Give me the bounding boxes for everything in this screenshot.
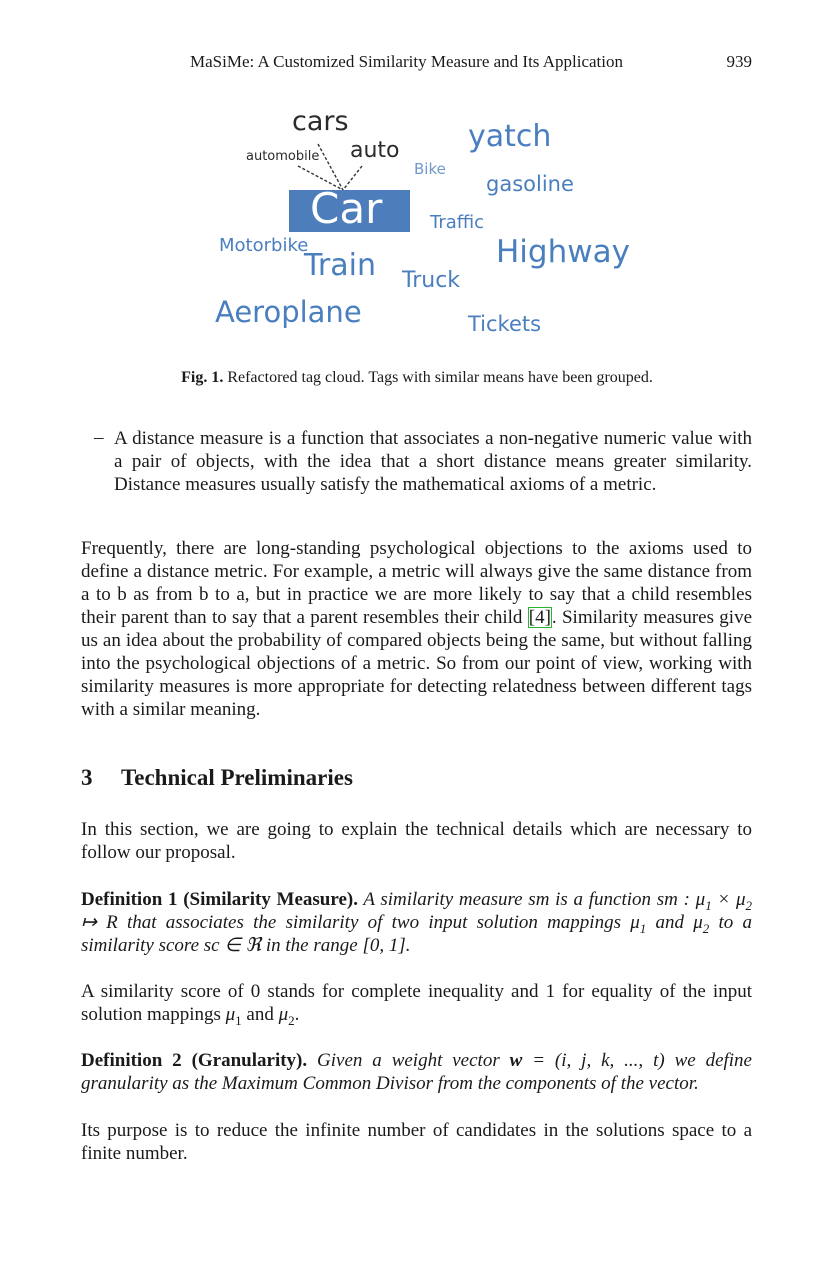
running-title: MaSiMe: A Customized Similarity Measure and Its Application — [190, 52, 623, 71]
paragraph: Its purpose is to reduce the infinite number of candidates in the solutions space to a finite number. — [81, 1120, 752, 1164]
tag-train: Train — [304, 248, 376, 283]
definition-heading: Definition 2 (Granularity). — [81, 1050, 308, 1071]
definition-similarity-measure — [81, 888, 752, 957]
tag-cloud-figure — [200, 100, 640, 350]
tag-yatch: yatch — [468, 119, 552, 154]
paragraph-text: Frequently, there are long-standing psychological objections to the axioms used to define a distance metric. For example, a metric will always give the same distance from a to b as from b to a, but in practice we are more likely to say that a child resembles their parent than to say that a parent resembles their child — [81, 538, 752, 628]
caption-label: Fig. 1. — [181, 369, 224, 386]
definition-heading: Definition 1 (Similarity Measure). — [81, 889, 358, 910]
tag-motorbike: Motorbike — [219, 235, 309, 256]
definition-body: A similarity measure sm is a function sm : $\mu_1 \times \mu_2$ ↦ R that associates the similarity of two input solution mappings $\mu_1$ and $\mu_2$ to a similarity score sc ∈ ℜ in the range [0, 1]. — [81, 889, 753, 956]
caption-text: Refactored tag cloud. Tags with similar means have been grouped. — [227, 369, 653, 386]
paragraph-text: . Similarity measures give us an idea about the probability of compared objects being the same, but without falling into the psychological objections of a metric. So from our point of view, working with similarity measures is more appropriate for detecting relatedness between different tags with a similar meaning. — [81, 607, 753, 720]
tag-auto: auto — [350, 138, 400, 163]
section-title: Technical Preliminaries — [121, 765, 353, 790]
tag-bike: Bike — [414, 160, 446, 178]
tag-gasoline: gasoline — [486, 172, 574, 196]
section-heading — [81, 765, 353, 791]
paragraph: In this section, we are going to explain the technical details which are necessary to follow our proposal. — [81, 819, 752, 863]
bullet-dash: – — [94, 427, 104, 448]
bullet-item: A distance measure is a function that associates a non-negative numeric value with a pair of objects, with the idea that a short distance means greater similarity. Distance measures usually satisfy the mathematical axioms of a metric. — [114, 428, 752, 495]
tag-tickets: Tickets — [468, 312, 542, 336]
tag-truck: Truck — [402, 268, 461, 293]
definition-body: Given a weight vector w = (i, j, k, ..., t) we define granularity as the Maximum Common Divisor from the components of the vector. — [81, 1050, 752, 1094]
tag-highway: Highway — [496, 234, 630, 270]
citation-link[interactable]: [4] — [528, 607, 551, 628]
paragraph: A similarity score of 0 stands for complete inequality and 1 for equality of the input solution mappings $\mu_1$ and $\mu_2$. — [81, 981, 752, 1028]
page-number: 939 — [726, 52, 752, 71]
tag-automobile: automobile — [246, 149, 320, 164]
tag-aeroplane: Aeroplane — [215, 295, 362, 329]
section-number: 3 — [81, 765, 93, 790]
tag-traffic: Traffic — [430, 212, 485, 233]
paragraph — [81, 537, 752, 721]
definition-granularity — [81, 1049, 752, 1095]
tag-car: Car — [310, 184, 383, 233]
tag-cars: cars — [292, 106, 349, 137]
figure-caption — [0, 369, 834, 387]
